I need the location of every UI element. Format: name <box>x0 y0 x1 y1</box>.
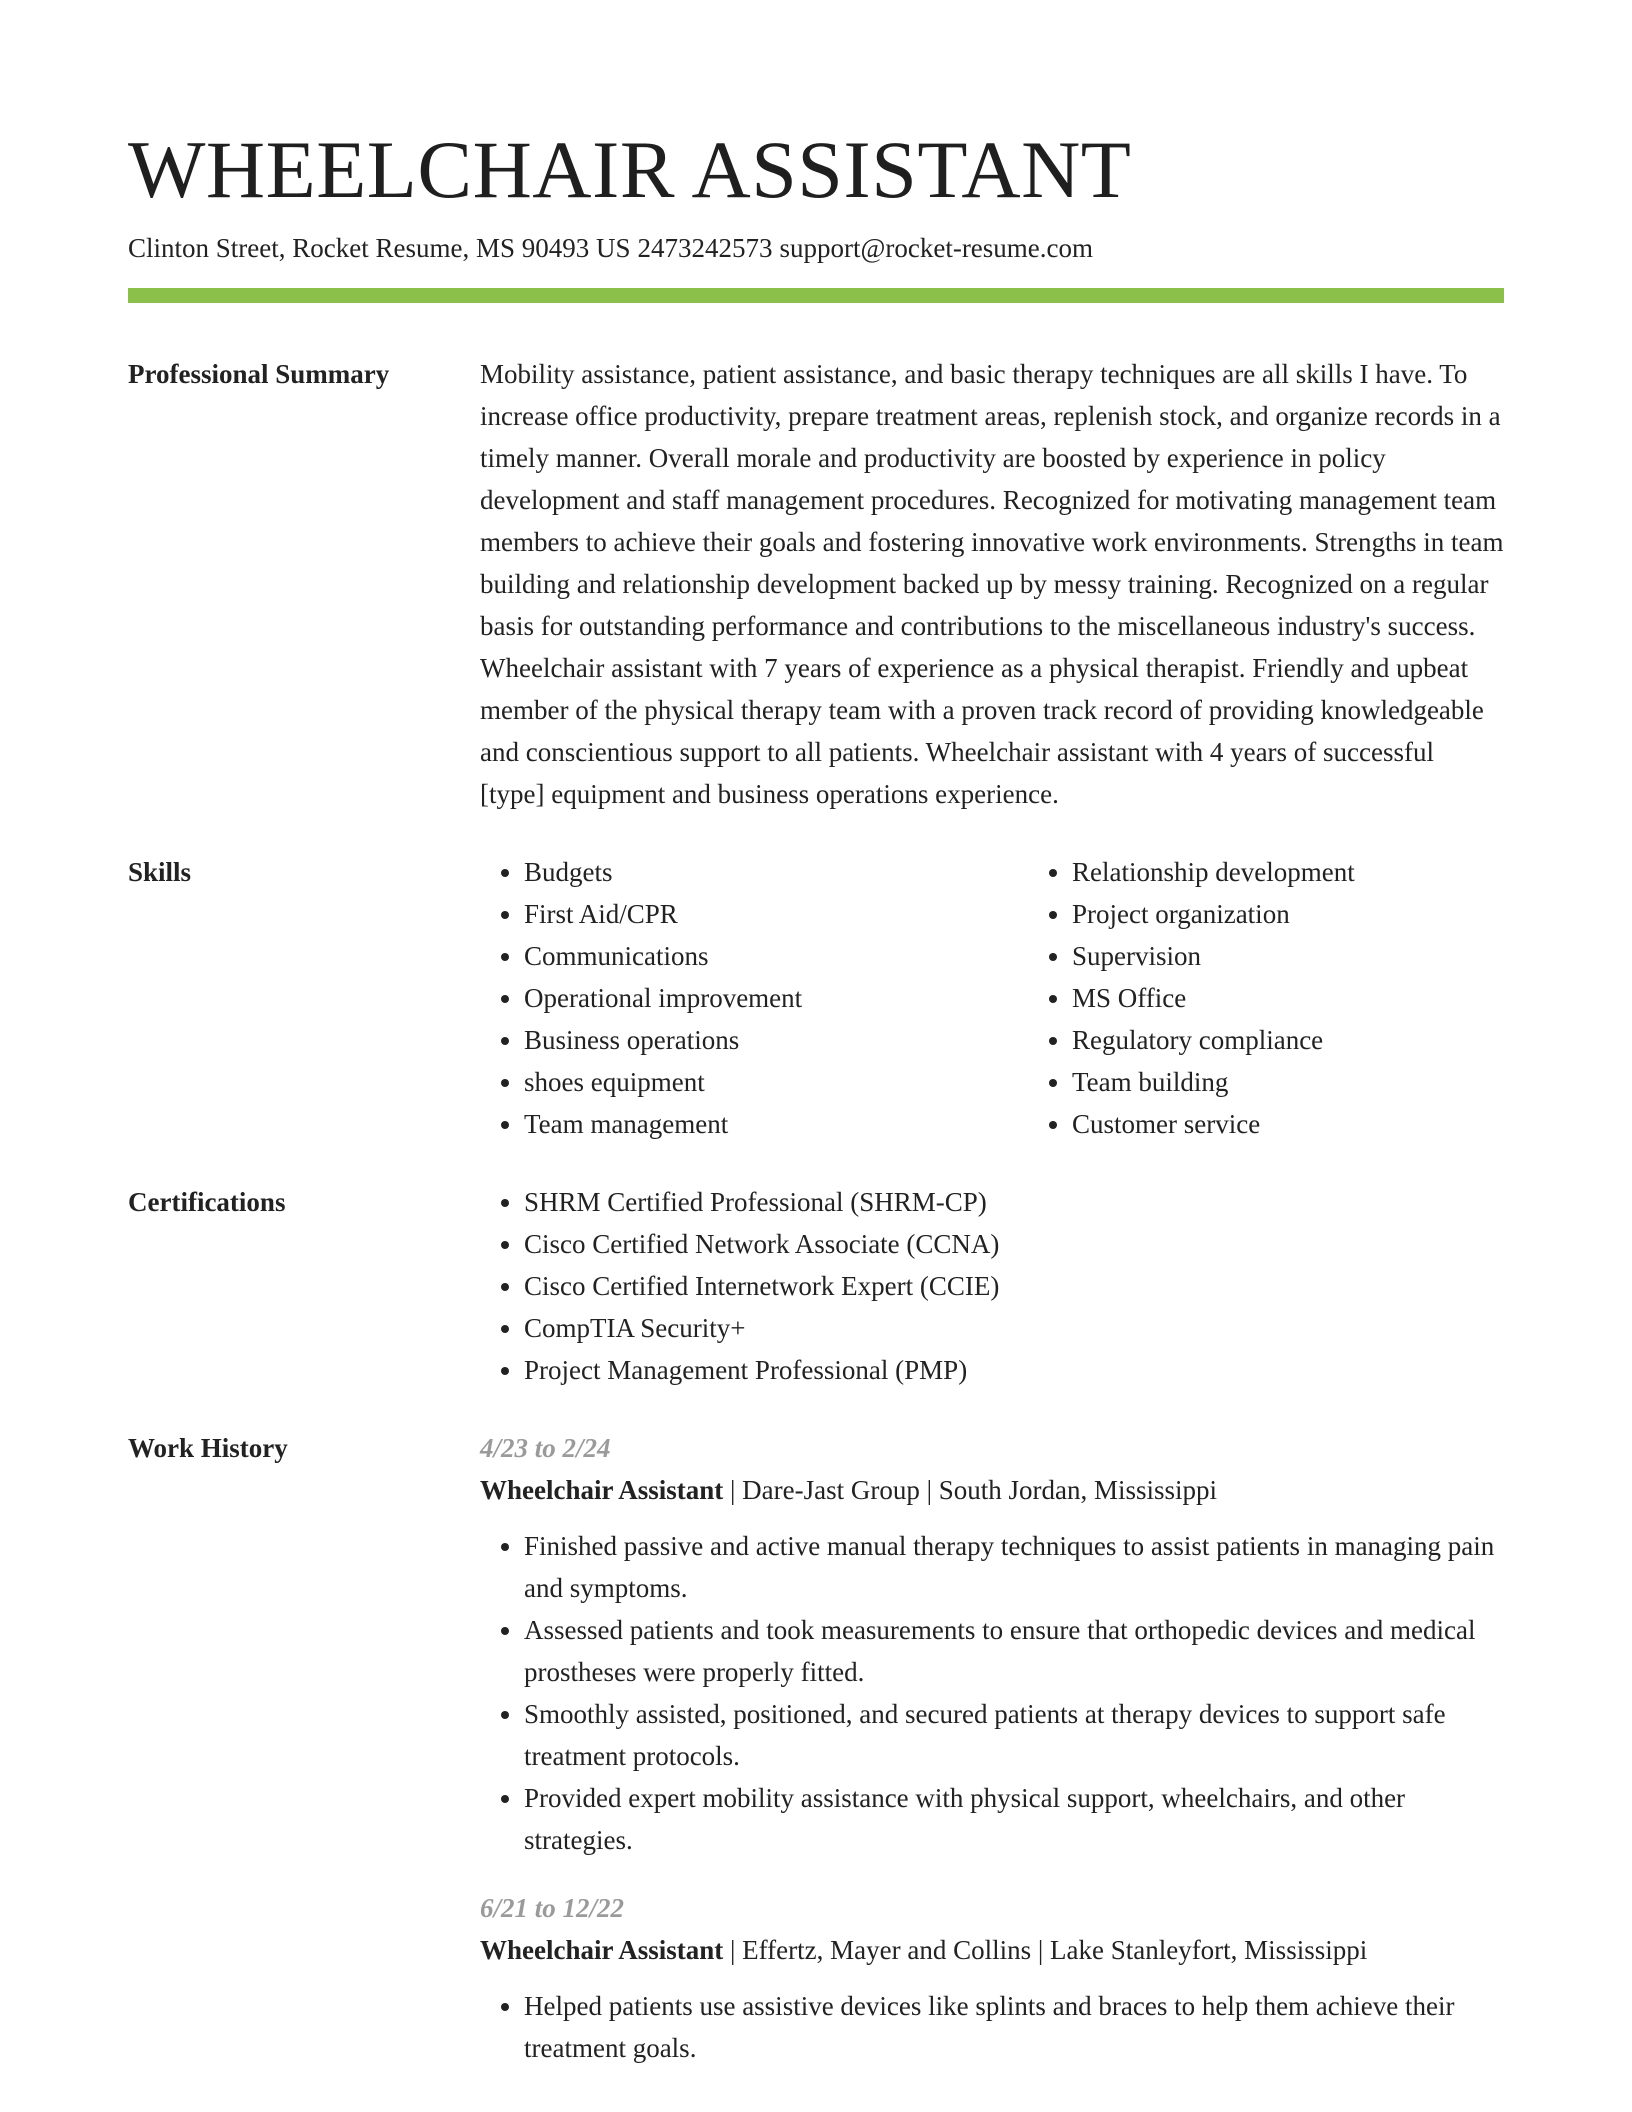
job-bullets <box>480 1525 1504 1861</box>
certifications-label: Certifications <box>128 1187 286 1217</box>
skill-item: • Customer service <box>1072 1103 1355 1145</box>
job-details: | Effertz, Mayer and Collins | Lake Stanleyfort, Mississippi <box>723 1935 1368 1965</box>
job-dates: 6/21 to 12/22 <box>480 1893 625 1923</box>
job-heading <box>480 1469 1504 1511</box>
certification-item: • CompTIA Security+ <box>524 1307 1504 1349</box>
certifications-section <box>128 1181 1504 1391</box>
job-bullet: • Helped patients use assistive devices like splints and braces to help them achieve their treatment goals. <box>524 1985 1504 2069</box>
contact-email: support@rocket-resume.com <box>779 233 1094 263</box>
contact-line <box>128 230 1504 266</box>
job-title: Wheelchair Assistant <box>480 1475 724 1505</box>
skills-label: Skills <box>128 857 192 887</box>
skill-item: • First Aid/CPR <box>524 893 1028 935</box>
summary-label: Professional Summary <box>128 359 390 389</box>
skill-item: • Budgets <box>524 851 1028 893</box>
certification-item: • Cisco Certified Internetwork Expert (CCIE) <box>524 1265 1504 1307</box>
work-history-label: Work History <box>128 1433 288 1463</box>
job-entry <box>480 1427 1504 1861</box>
contact-address: Clinton Street, Rocket Resume, MS 90493 US <box>128 233 631 263</box>
skill-item: • Business operations <box>524 1019 1028 1061</box>
work-history-section <box>128 1427 1504 2069</box>
certifications-list <box>480 1181 1504 1391</box>
certification-item: • SHRM Certified Professional (SHRM-CP) <box>524 1181 1504 1223</box>
skill-item: • Relationship development <box>1072 851 1355 893</box>
skill-item: • Supervision <box>1072 935 1355 977</box>
skills-section <box>128 851 1504 1145</box>
contact-phone: 2473242573 <box>637 233 773 263</box>
resume-page <box>128 120 1504 2069</box>
skill-item: • Team management <box>524 1103 1028 1145</box>
skill-item: • Project organization <box>1072 893 1355 935</box>
certification-item: • Project Management Professional (PMP) <box>524 1349 1504 1391</box>
skill-item: • Regulatory compliance <box>1072 1019 1355 1061</box>
resume-name: WHEELCHAIR ASSISTANT <box>128 124 1132 215</box>
skills-list-left <box>480 851 1028 1145</box>
skill-item: • shoes equipment <box>524 1061 1028 1103</box>
summary-text: Mobility assistance, patient assistance, and basic therapy techniques are all skills I have. To increase office productivity, prepare treatment areas, replenish stock, and organize records in a timely manner. Overall morale and productivity are boosted by experience in policy development and staff management procedures. Recognized for motivating management team members to achieve their goals and fostering innovative work environments. Strengths in team building and relationship development backed up by messy training. Recognized on a regular basis for outstanding performance and contributions to the miscellaneous industry's success. Wheelchair assistant with 7 years of experience as a physical therapist. Friendly and upbeat member of the physical therapy team with a proven track record of providing knowledgeable and conscientious support to all patients. Wheelchair assistant with 4 years of successful [type] equipment and business operations experience. <box>480 359 1504 809</box>
certification-item: • Cisco Certified Network Associate (CCNA) <box>524 1223 1504 1265</box>
job-title: Wheelchair Assistant <box>480 1935 724 1965</box>
skill-item: • Team building <box>1072 1061 1355 1103</box>
skill-item: • Communications <box>524 935 1028 977</box>
job-bullet: • Assessed patients and took measurements to ensure that orthopedic devices and medical prostheses were properly fitted. <box>524 1609 1504 1693</box>
skill-item: • Operational improvement <box>524 977 1028 1019</box>
job-entry <box>480 1887 1504 2069</box>
header-divider <box>128 288 1504 303</box>
skills-list-right <box>1028 851 1355 1145</box>
job-dates: 4/23 to 2/24 <box>480 1433 611 1463</box>
job-bullet: • Finished passive and active manual therapy techniques to assist patients in managing pain and symptoms. <box>524 1525 1504 1609</box>
summary-section <box>128 353 1504 815</box>
skill-item: • MS Office <box>1072 977 1355 1019</box>
job-bullet: • Smoothly assisted, positioned, and secured patients at therapy devices to support safe treatment protocols. <box>524 1693 1504 1777</box>
job-bullets <box>480 1985 1504 2069</box>
job-heading <box>480 1929 1504 1971</box>
job-details: | Dare-Jast Group | South Jordan, Mississippi <box>723 1475 1218 1505</box>
job-bullet: • Provided expert mobility assistance with physical support, wheelchairs, and other strategies. <box>524 1777 1504 1861</box>
